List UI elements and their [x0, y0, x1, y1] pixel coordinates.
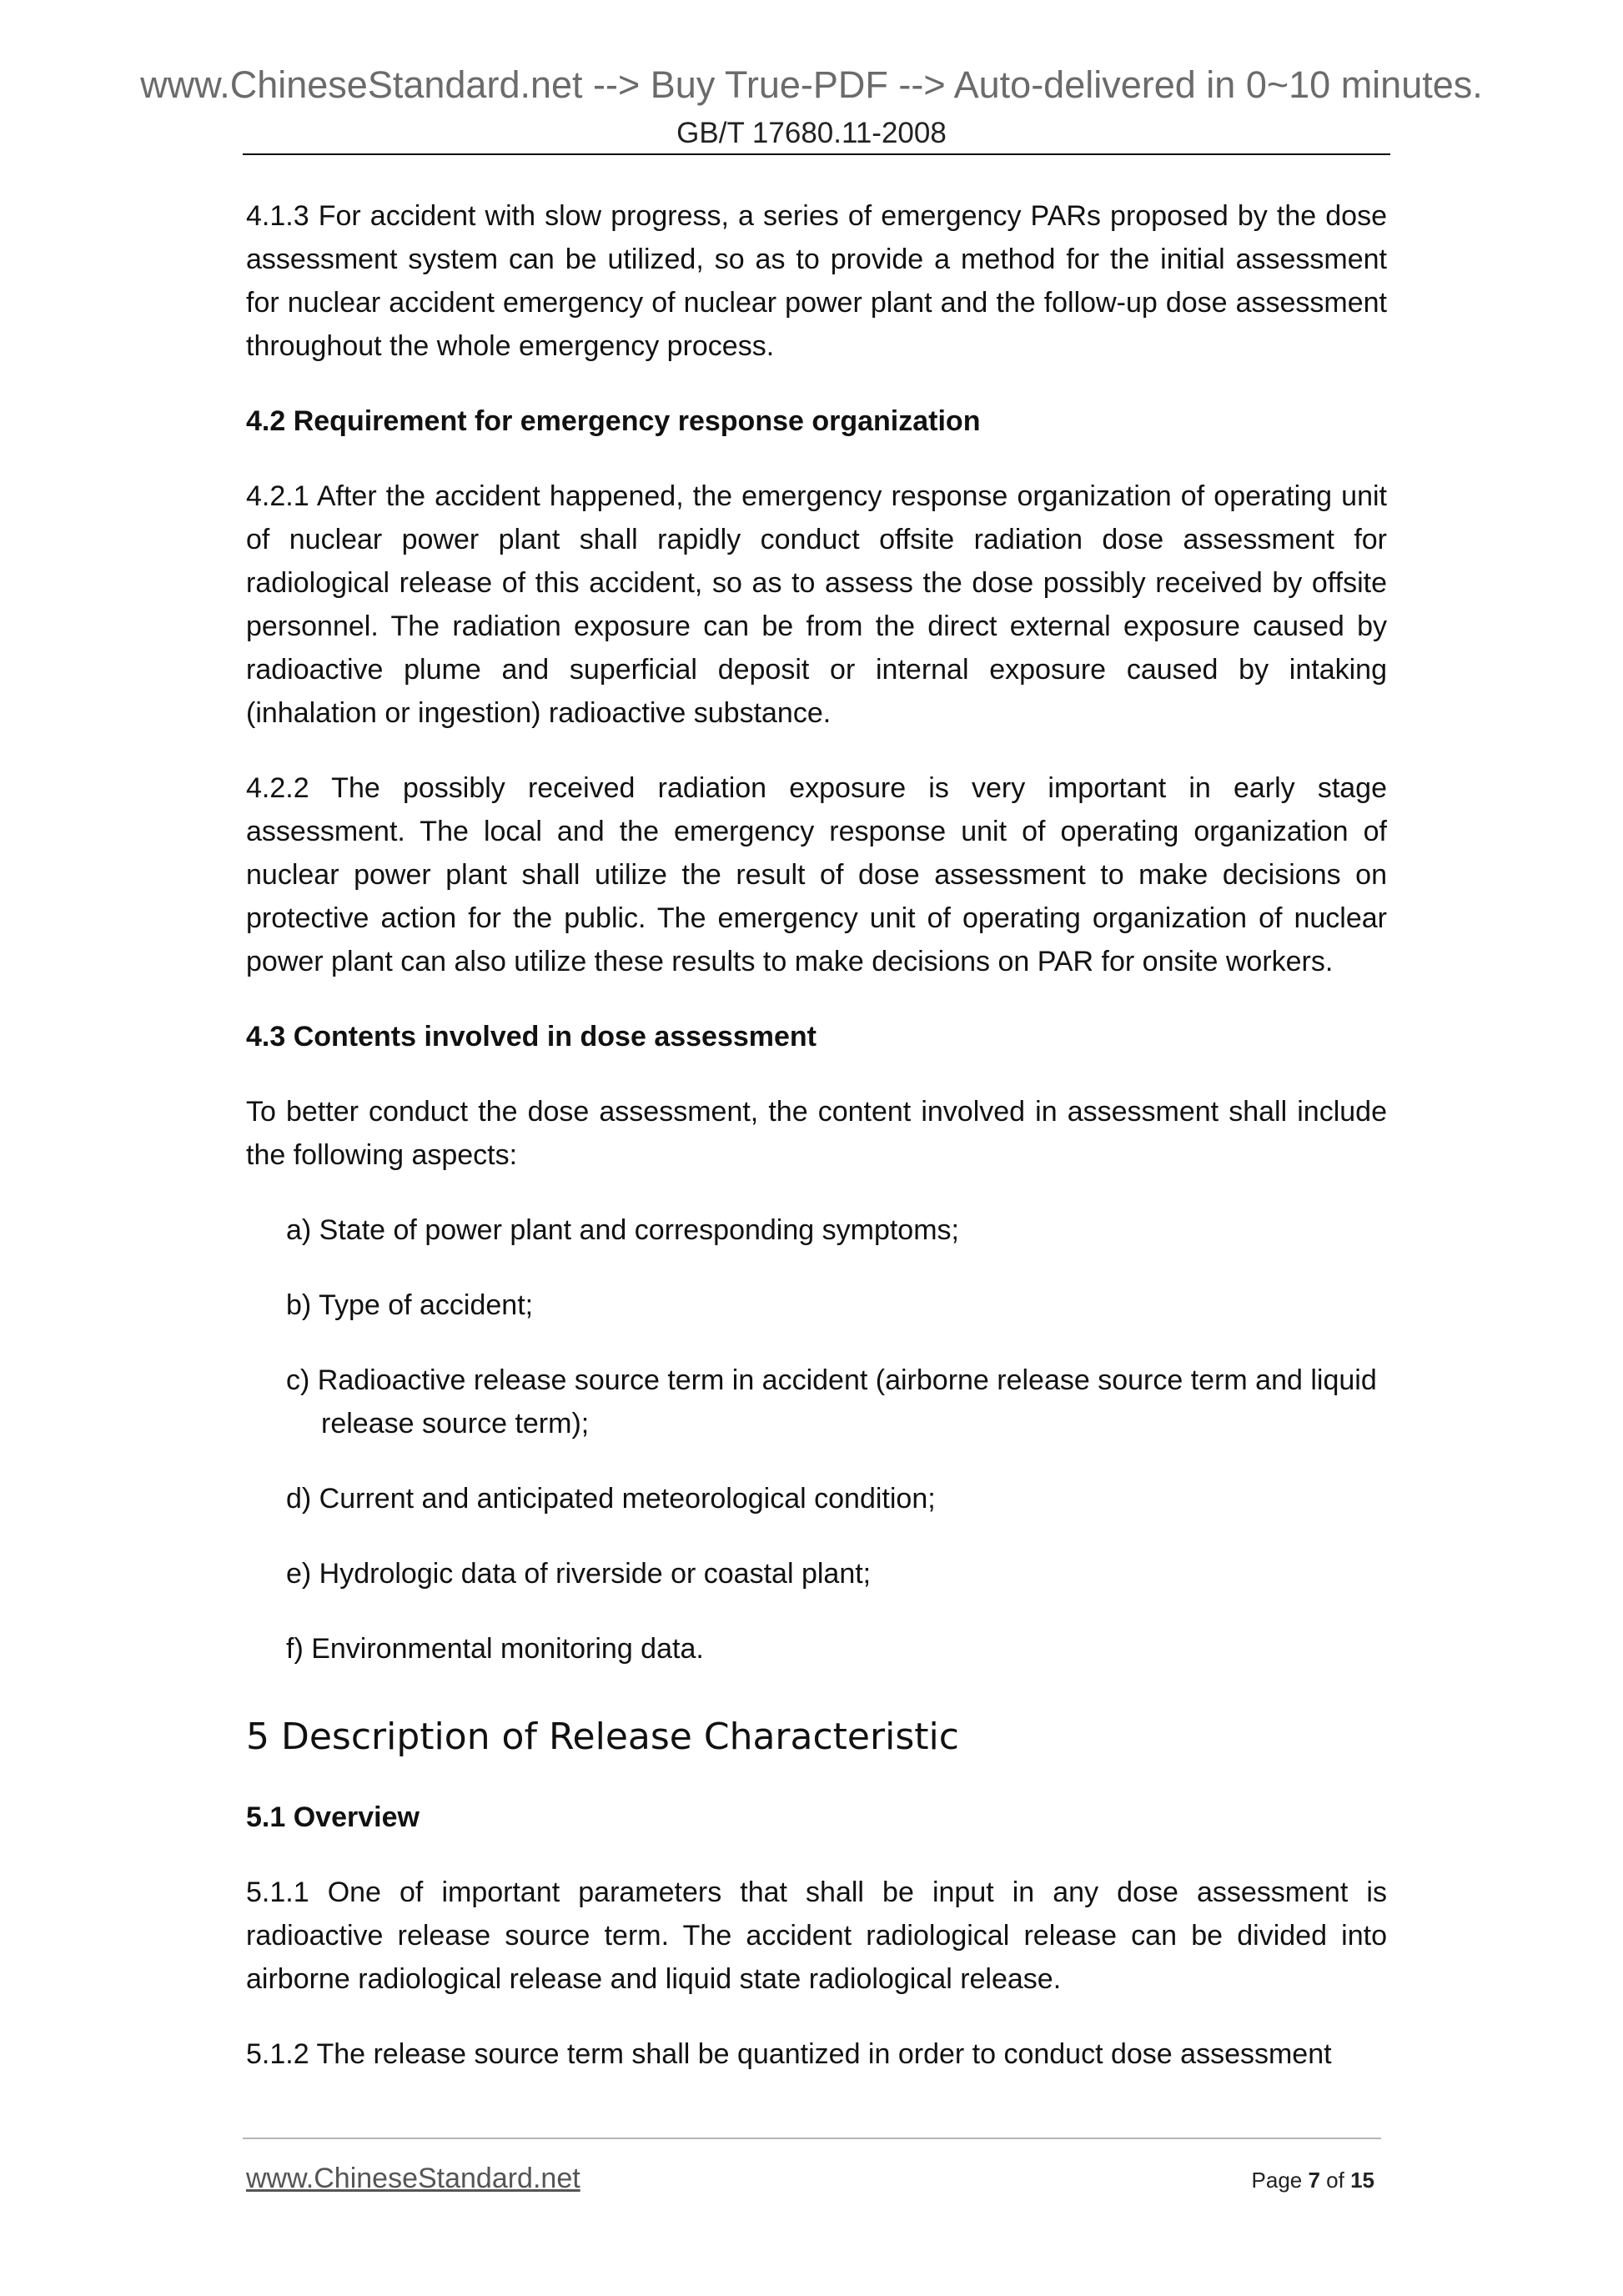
footer-divider: [243, 2138, 1381, 2139]
list-item: c) Radioactive release source term in accident (airborne release source term and liquid release source term);: [286, 1364, 1377, 1439]
page-indicator: [1252, 2167, 1374, 2193]
list-item: d) Current and anticipated meteorological condition;: [286, 1483, 936, 1515]
page-prefix: Page: [1251, 2168, 1309, 2193]
clause-5-1-1: 5.1.1 One of important parameters that shall be input in any dose assessment is radioactive release source term. The accident radiological release can be divided into airborne radiological release and liquid state radiological release.: [246, 1876, 1387, 1995]
clause-4-1-3: 4.1.3 For accident with slow progress, a series of emergency PARs proposed by the dose assessment system can be utilized, so as to provide a method for the initial assessment for nuclear accident emergency of nuclear power plant and the follow-up dose assessment throughout the whole emergency process.: [246, 200, 1387, 362]
clause-4-2-1: 4.2.1 After the accident happened, the emergency response organization of operating unit of nuclear power plant shall rapidly conduct offsite radiation dose assessment for radiological release of this accident, so as to assess the dose possibly received by offsite personnel. The radiation exposure can be from the direct external exposure caused by radioactive plume and superficial deposit or internal exposure caused by intaking (inhalation or ingestion) radioactive substance.: [246, 480, 1387, 729]
standard-code: GB/T 17680.11-2008: [676, 117, 947, 149]
promo-banner: www.ChineseStandard.net --> Buy True-PDF --> Auto-delivered in 0~10 minutes.: [140, 63, 1483, 106]
heading-4-2: 4.2 Requirement for emergency response organization: [246, 405, 981, 437]
list-item: a) State of power plant and corresponding symptoms;: [286, 1214, 959, 1246]
list-item: f) Environmental monitoring data.: [286, 1633, 704, 1665]
heading-4-3: 4.3 Contents involved in dose assessment: [246, 1021, 817, 1053]
header-divider: [243, 153, 1390, 155]
page-of: of: [1319, 2168, 1351, 2193]
list-item: e) Hydrologic data of riverside or coastal plant;: [286, 1558, 872, 1590]
page-number: 7: [1308, 2168, 1320, 2193]
page-body: [246, 194, 1387, 2108]
clause-5-1-2: 5.1.2 The release source term shall be quantized in order to conduct dose assessment: [246, 2038, 1332, 2070]
clause-4-3-intro: To better conduct the dose assessment, the content involved in assessment shall include the following aspects:: [246, 1096, 1387, 1171]
footer-site-link[interactable]: www.ChineseStandard.net: [246, 2163, 580, 2194]
heading-5-1: 5.1 Overview: [246, 1801, 420, 1833]
clause-4-2-2: 4.2.2 The possibly received radiation exposure is very important in early stage assessment. The local and the emergency response unit of operating organization of nuclear power plant shall utilize the result of dose assessment to make decisions on protective action for the public. The emergency unit of operating organization of nuclear power plant can also utilize these results to make decisions on PAR for onsite workers.: [246, 772, 1387, 977]
page-total: 15: [1350, 2168, 1374, 2193]
list-item: b) Type of accident;: [286, 1289, 534, 1321]
section-heading-5: 5 Description of Release Characteristic: [246, 1716, 959, 1758]
